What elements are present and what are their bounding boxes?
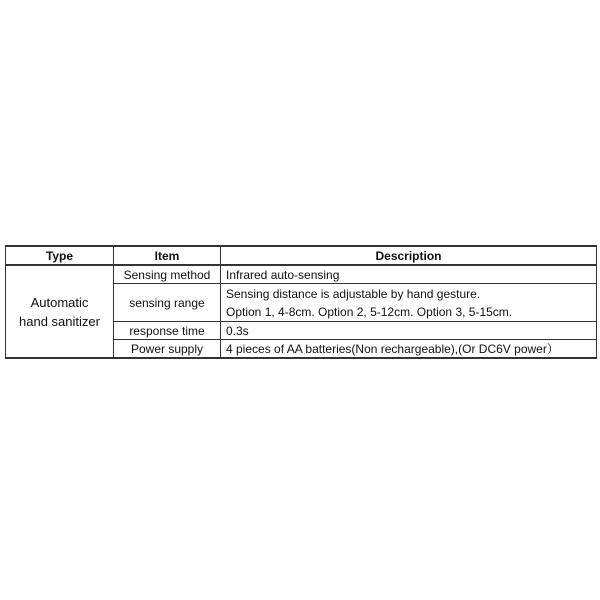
table-header [6,246,597,265]
desc-sensing-range-line1: Sensing distance is adjustable by hand gesture. [226,286,481,301]
item-sensing-range: sensing range [114,284,221,322]
header-item: Item [114,246,221,265]
item-sensing-method: Sensing method [114,265,221,284]
desc-power-supply-line1: 4 pieces of AA batteries(Non rechargeable),(Or DC6V power） [226,341,559,356]
desc-sensing-method-line1: Infrared auto-sensing [226,267,340,282]
product-name-line2: hand sanitizer [19,313,100,329]
item-response-time: response time [114,322,221,340]
desc-sensing-range [221,284,597,322]
desc-sensing-range-line2: Option 1, 4-8cm. Option 2, 5-12cm. Option 3, 5-15cm. [226,304,513,319]
header-description: Description [221,246,597,265]
table-row-sensing-method [6,265,597,284]
desc-power-supply [221,340,597,359]
item-power-supply: Power supply [114,340,221,359]
desc-response-time [221,322,597,340]
header-type: Type [6,246,114,265]
header-row [6,246,597,265]
product-name-line1: Automatic [30,294,89,310]
table-body [6,265,597,358]
desc-sensing-method [221,265,597,284]
spec-table [5,245,597,359]
desc-response-time-line1: 0.3s [226,323,249,338]
product-type-cell [6,265,114,358]
